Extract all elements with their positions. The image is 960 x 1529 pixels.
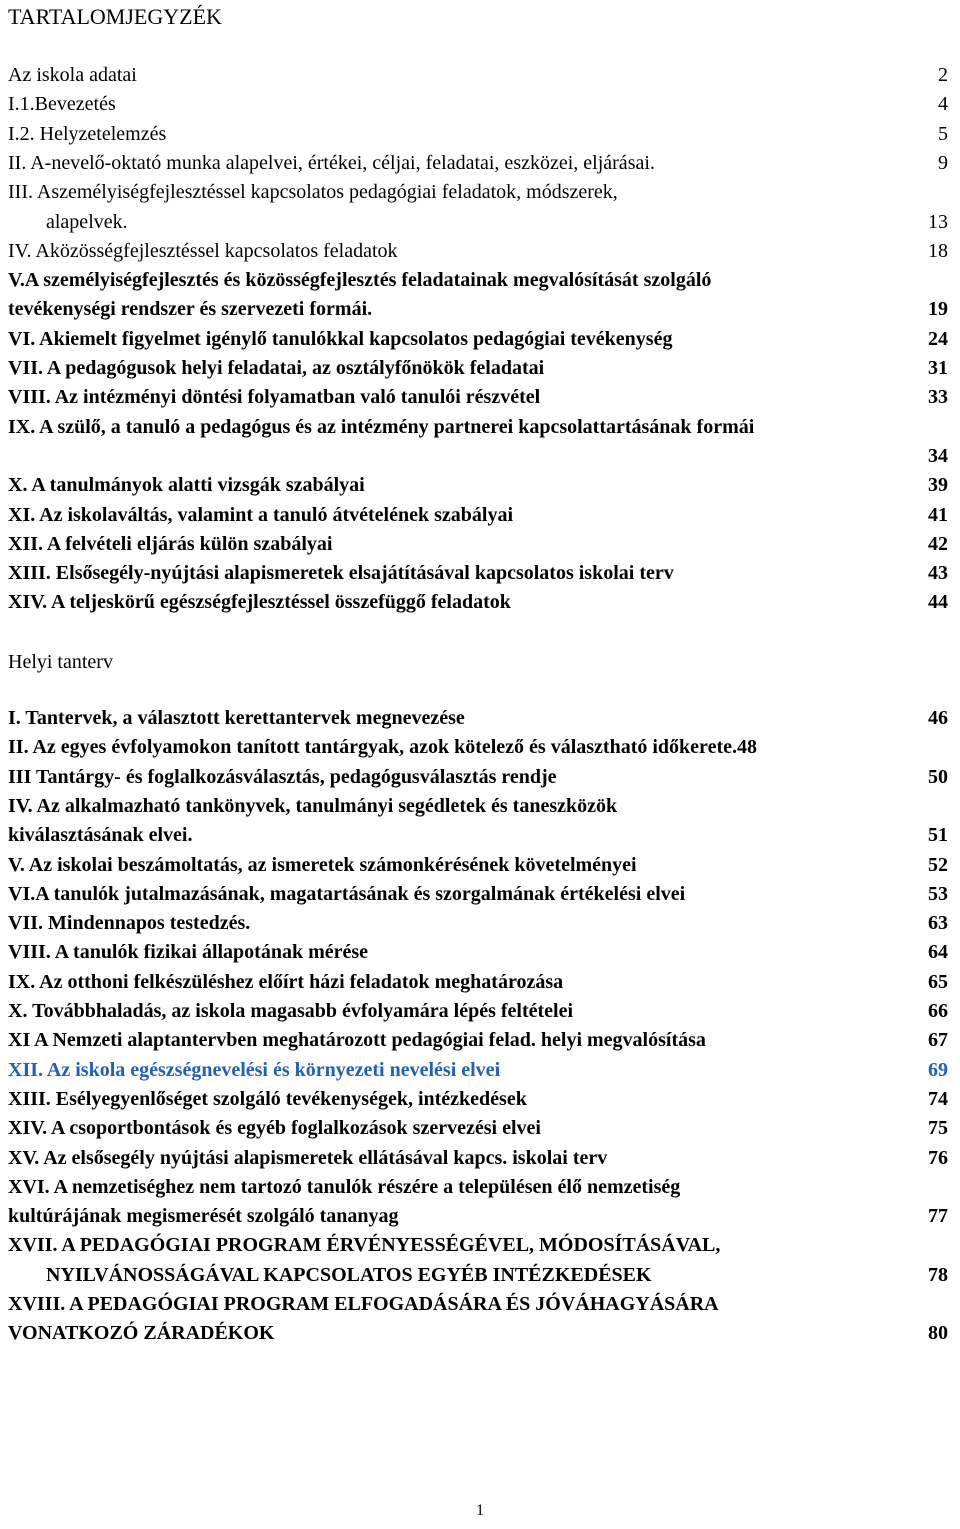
toc-entry[interactable] (8, 880, 948, 908)
toc-entry-text: V.A személyiségfejlesztés és közösségfejlesztés feladatainak megvalósítását szolgáló (8, 269, 712, 292)
toc-entry-text: XIV. A teljeskörű egészségfejlesztéssel összefüggő feladatok (8, 591, 511, 614)
toc-entry[interactable] (8, 1114, 948, 1142)
toc-entry-page: 77 (928, 1205, 948, 1228)
toc-entry-text: alapelvek. (46, 210, 128, 233)
toc-entry-text: VI.A tanulók jutalmazásának, magatartásának és szorgalmának értékelési elvei (8, 882, 686, 905)
toc-entry[interactable] (8, 559, 948, 587)
toc-entry-page: 44 (928, 591, 948, 614)
toc-entry-page: 5 (938, 122, 948, 145)
toc-entry-page: 4 (938, 93, 948, 116)
toc-entry-page: 80 (928, 1322, 948, 1345)
toc-entry-page: 39 (928, 474, 948, 497)
toc-entry-page: 52 (928, 853, 948, 876)
toc-entry-page: 43 (928, 562, 948, 585)
toc-entry[interactable] (8, 821, 948, 849)
toc-entry-page: 76 (928, 1146, 948, 1169)
toc-entry[interactable] (8, 763, 948, 791)
toc-entry-text: VII. Mindennapos testedzés. (8, 912, 251, 935)
toc-entry-page: 2 (938, 64, 948, 86)
toc-entry[interactable] (8, 588, 948, 616)
toc-entry-text: XIII. Esélyegyenlőséget szolgáló tevékenységek, intézkedések (8, 1087, 527, 1110)
page-number: 1 (476, 1502, 484, 1519)
toc-entry-text: X. Továbbhaladás, az iskola magasabb évfolyamára lépés feltételei (8, 1000, 574, 1022)
toc-entry-text: IV. Aközösségfejlesztéssel kapcsolatos feladatok (8, 239, 398, 262)
toc-entry-page: 74 (928, 1087, 948, 1110)
toc-entry-text: VII. A pedagógusok helyi feladatai, az osztályfőnökök feladatai (8, 357, 545, 379)
toc-entry[interactable] (8, 1056, 948, 1084)
toc-entry[interactable] (8, 325, 948, 353)
toc-entry[interactable] (8, 1144, 948, 1172)
toc-entry[interactable] (8, 1231, 948, 1259)
toc-entry[interactable] (8, 997, 948, 1025)
toc-entry[interactable] (8, 208, 948, 236)
toc-entry-page: 24 (928, 327, 948, 350)
toc-entry-text: tevékenységi rendszer és szervezeti formái. (8, 298, 373, 321)
toc-entry-page: 63 (928, 912, 948, 935)
toc-entry-page: 34 (928, 444, 948, 467)
toc-entry[interactable] (8, 1261, 948, 1289)
toc-entry-text: III Tantárgy- és foglalkozásválasztás, pedagógusválasztás rendje (8, 765, 557, 788)
toc-entry-page: 66 (928, 1000, 948, 1022)
toc-entry-text: Az iskola adatai (8, 64, 137, 86)
toc-entry-text: XIV. A csoportbontások és egyéb foglalkozások szervezési elvei (8, 1117, 541, 1140)
toc-entry[interactable] (8, 1173, 948, 1201)
toc-entry-text: I. Tantervek, a választott kerettantervek megnevezése (8, 707, 465, 729)
toc-entry-text: XVII. A PEDAGÓGIAI PROGRAM ÉRVÉNYESSÉGÉVEL, MÓDOSÍTÁSÁVAL, (8, 1234, 721, 1257)
toc-entry-text: XV. Az elsősegély nyújtási alapismeretek ellátásával kapcs. iskolai terv (8, 1146, 608, 1169)
toc-entry[interactable] (8, 383, 948, 411)
toc-entry[interactable] (8, 442, 948, 470)
toc-entry-text: XII. Az iskola egészségnevelési és környezeti nevelési elvei (8, 1058, 501, 1081)
toc-entry[interactable] (8, 938, 948, 966)
toc-entry-text: XVI. A nemzetiséghez nem tartozó tanulók részére a településen élő nemzetiség (8, 1175, 681, 1198)
toc-entry-text: I.1.Bevezetés (8, 93, 116, 116)
toc-entry-page: 13 (928, 210, 948, 233)
toc-entry-text: VIII. Az intézményi döntési folyamatban való tanulói részvétel (8, 386, 541, 409)
toc-entry[interactable] (8, 909, 948, 937)
toc-entry-text: IX. A szülő, a tanuló a pedagógus és az intézmény partnerei kapcsolattartásának formái (8, 415, 755, 438)
toc-entry-page: 65 (928, 970, 948, 993)
toc-entry[interactable] (8, 178, 948, 206)
toc-entry[interactable] (8, 1026, 948, 1054)
toc-entry-text: III. Aszemélyiségfejlesztéssel kapcsolatos pedagógiai feladatok, módszerek, (8, 181, 618, 204)
toc-entry[interactable] (8, 149, 948, 177)
toc-entry[interactable] (8, 1290, 948, 1318)
toc-entry-page: 41 (928, 503, 948, 526)
toc-entry-text: I.2. Helyzetelemzés (8, 122, 167, 145)
toc-entry-text: kultúrájának megismerését szolgáló tananyag (8, 1205, 399, 1228)
toc-entry-text: VI. Akiemelt figyelmet igénylő tanulókkal kapcsolatos pedagógiai tevékenység (8, 327, 673, 350)
toc-entry-page: 64 (928, 941, 948, 964)
toc-entry-text: VIII. A tanulók fizikai állapotának mérése (8, 941, 369, 964)
toc-entry-text: XIII. Elsősegély-nyújtási alapismeretek elsajátításával kapcsolatos iskolai terv (8, 562, 674, 585)
toc-entry-page: 19 (928, 298, 948, 321)
toc-entry-text: NYILVÁNOSSÁGÁVAL KAPCSOLATOS EGYÉB INTÉZKEDÉSEK (46, 1263, 652, 1286)
toc-entry[interactable] (8, 1319, 948, 1347)
toc-entry-page: 46 (928, 707, 948, 729)
toc-entry-text: V. Az iskolai beszámoltatás, az ismeretek számonkérésének követelményei (8, 853, 637, 876)
toc-entry-page: 18 (928, 239, 948, 262)
toc-entry[interactable] (8, 61, 948, 89)
toc-entry-text: kiválasztásának elvei. (8, 824, 193, 847)
toc-entry-page: 42 (928, 532, 948, 555)
toc-entry[interactable] (8, 733, 948, 761)
toc-entry[interactable] (8, 471, 948, 499)
toc-entry[interactable] (8, 413, 948, 441)
toc-entry-text: VONATKOZÓ ZÁRADÉKOK (8, 1322, 275, 1345)
toc-entry[interactable] (8, 354, 948, 382)
page-title: TARTALOMJEGYZÉK (8, 4, 222, 29)
toc-entry[interactable] (8, 792, 948, 820)
toc-entry-text: II. Az egyes évfolyamokon tanított tantárgyak, azok kötelező és választható időkerete.48 (8, 736, 757, 759)
toc-entry-text: XI A Nemzeti alaptantervben meghatározott pedagógiai felad. helyi megvalósítása (8, 1029, 706, 1052)
toc-entry-text: XI. Az iskolaváltás, valamint a tanuló átvételének szabályai (8, 503, 514, 526)
toc-entry[interactable] (8, 968, 948, 996)
toc-entry-page: 53 (928, 882, 948, 905)
toc-entry[interactable] (8, 90, 948, 118)
toc-entry[interactable] (8, 1085, 948, 1113)
toc-entry[interactable] (8, 120, 948, 148)
toc-entry[interactable] (8, 530, 948, 558)
toc-entry-text: II. A-nevelő-oktató munka alapelvei, értékei, céljai, feladatai, eszközei, eljárásai. (8, 151, 655, 174)
toc-entry-text: IV. Az alkalmazható tankönyvek, tanulmányi segédletek és taneszközök (8, 794, 618, 817)
toc-entry[interactable] (8, 851, 948, 879)
toc-entry[interactable] (8, 266, 948, 294)
section-title-helyi-tanterv: Helyi tanterv (8, 651, 113, 673)
toc-entry-page: 33 (928, 386, 948, 409)
toc-entry-text: XII. A felvételi eljárás külön szabályai (8, 532, 333, 555)
toc-entry[interactable] (8, 295, 948, 323)
toc-entry-page: 31 (928, 357, 948, 379)
toc-entry[interactable] (8, 237, 948, 265)
toc-entry-page: 51 (928, 824, 948, 847)
toc-entry[interactable] (8, 704, 948, 732)
toc-entry-text: XVIII. A PEDAGÓGIAI PROGRAM ELFOGADÁSÁRA ÉS JÓVÁHAGYÁSÁRA (8, 1293, 719, 1315)
toc-entry-text: X. A tanulmányok alatti vizsgák szabályai (8, 474, 365, 497)
toc-entry-page: 50 (928, 765, 948, 788)
toc-entry-text: IX. Az otthoni felkészüléshez előírt házi feladatok meghatározása (8, 970, 564, 993)
toc-entry-page: 75 (928, 1117, 948, 1140)
toc-entry-page: 78 (928, 1263, 948, 1286)
toc-entry-page: 9 (938, 151, 948, 174)
toc-entry-page: 69 (928, 1058, 948, 1081)
toc-entry-page: 67 (928, 1029, 948, 1052)
toc-entry[interactable] (8, 1202, 948, 1230)
toc-entry[interactable] (8, 501, 948, 529)
